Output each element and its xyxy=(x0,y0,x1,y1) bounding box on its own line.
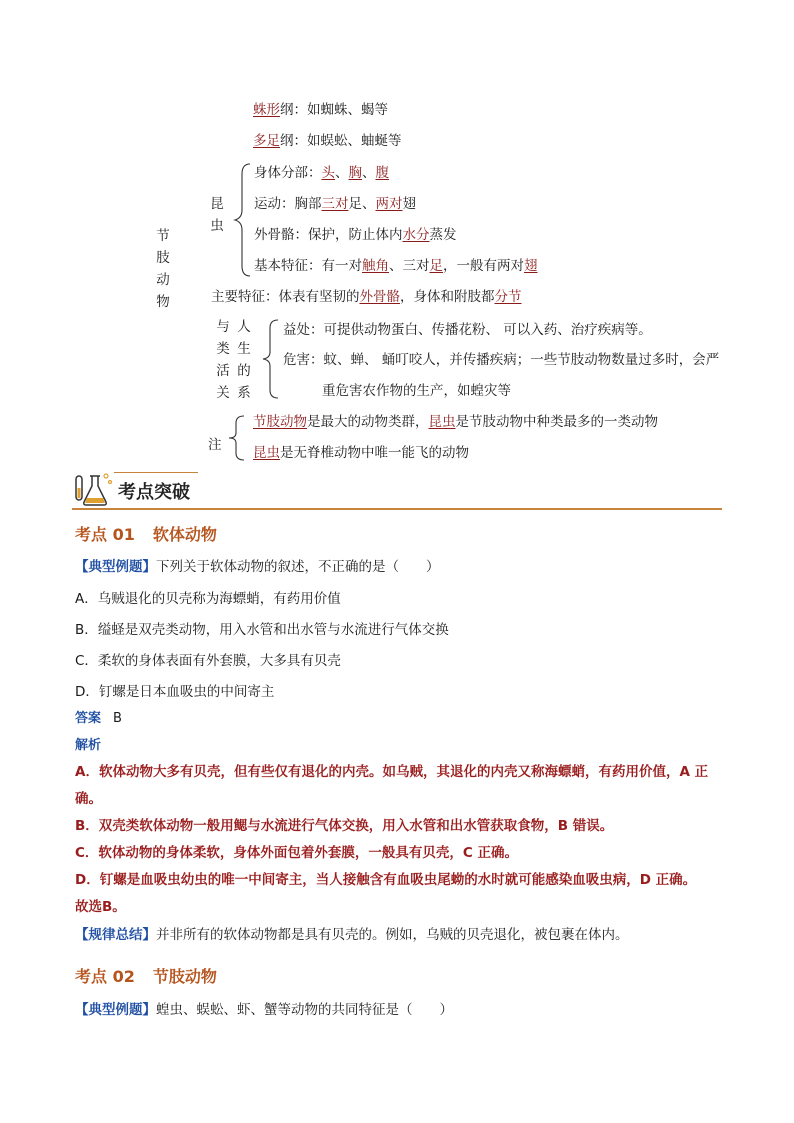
section-header xyxy=(72,468,722,510)
insect-brace xyxy=(232,160,254,280)
kd01-summary: 【规律总结】并非所有的软体动物都是具有贝壳的。例如，乌贼的贝壳退化，被包裹在体内。 xyxy=(75,927,629,943)
relation-brace xyxy=(260,316,282,402)
kd01-analysis-conclusion: 故选B。 xyxy=(75,899,126,915)
kd01-answer: 答案 B xyxy=(75,711,122,726)
kd01-option-b: B．缢蛏是双壳类动物，用入水管和出水管与水流进行气体交换 xyxy=(75,622,449,638)
kd01-analysis-d: D．钉螺是血吸虫幼虫的唯一中间寄主，当人接触含有血吸虫尾蚴的水时就可能感染血吸虫病，D 正确。 xyxy=(75,872,697,888)
harm-line-2: 重危害农作物的生产，如蝗灾等 xyxy=(322,383,511,399)
note-1: 节肢动物是最大的动物类群，昆虫是节肢动物中种类最多的一类动物 xyxy=(253,414,658,430)
note-2: 昆虫是无脊椎动物中唯一能飞的动物 xyxy=(253,445,469,461)
kd01-analysis-b: B．双壳类软体动物一般用鳃与水流进行气体交换，用入水管和出水管获取食物，B 错误。 xyxy=(75,818,614,834)
section-accent-line xyxy=(114,472,198,473)
kd01-question: 【典型例题】下列关于软体动物的叙述，不正确的是（ ） xyxy=(75,559,440,575)
kd01-analysis-a: A．软体动物大多有贝壳，但有些仅有退化的内壳。如乌贼，其退化的内壳又称海螵蛸，有药用价值，A 正确。 xyxy=(75,764,709,807)
kd01-option-c: C．柔软的身体表面有外套膜，大多具有贝壳 xyxy=(75,653,341,669)
note-brace xyxy=(226,413,248,463)
kd01-option-d: D．钉螺是日本血吸虫的中间寄主 xyxy=(75,684,275,700)
flask-icon xyxy=(72,470,114,508)
insect-basic-features: 基本特征：有一对触角、三对足，一般有两对翅 xyxy=(254,258,538,274)
main-features: 主要特征：体表有坚韧的外骨骼，身体和附肢都分节 xyxy=(211,289,522,305)
relation-label-1: 与类活关 xyxy=(216,319,230,401)
section-divider xyxy=(72,508,722,510)
relation-label-2: 人生的系 xyxy=(237,319,251,401)
kd01-analysis-c: C．软体动物的身体柔软，身体外面包着外套膜，一般具有贝壳，C 正确。 xyxy=(75,845,519,861)
insect-body-parts: 身体分部：头、胸、腹 xyxy=(254,165,389,181)
root-label: 节肢动物 xyxy=(156,228,170,310)
insect-movement: 运动：胸部三对足、两对翅 xyxy=(254,196,416,212)
myriapoda-line: 多足纲：如蜈蚣、蚰蜒等 xyxy=(253,133,402,149)
note-label: 注 xyxy=(208,437,222,453)
kd01-heading: 考点 01 软体动物 xyxy=(75,525,217,544)
benefit-line: 益处：可提供动物蛋白、传播花粉、 可以入药、治疗疾病等。 xyxy=(283,322,652,338)
kd02-heading: 考点 02 节肢动物 xyxy=(75,967,217,986)
kd02-question: 【典型例题】蝗虫、蜈蚣、虾、蟹等动物的共同特征是（ ） xyxy=(75,1002,453,1018)
insect-exoskeleton: 外骨骼：保护，防止体内水分蒸发 xyxy=(254,227,457,243)
kd01-option-a: A．乌贼退化的贝壳称为海螵蛸，有药用价值 xyxy=(75,591,341,607)
insect-label: 昆虫 xyxy=(210,196,224,234)
harm-line-1: 危害：蚊、蝉、 蛹叮咬人，并传播疾病；一些节肢动物数量过多时，会严 xyxy=(283,352,720,368)
arachnida-line: 蛛形纲：如蜘蛛、蝎等 xyxy=(253,102,388,118)
kd01-analysis-label: 解析 xyxy=(75,738,102,753)
section-title: 考点突破 xyxy=(118,482,190,503)
